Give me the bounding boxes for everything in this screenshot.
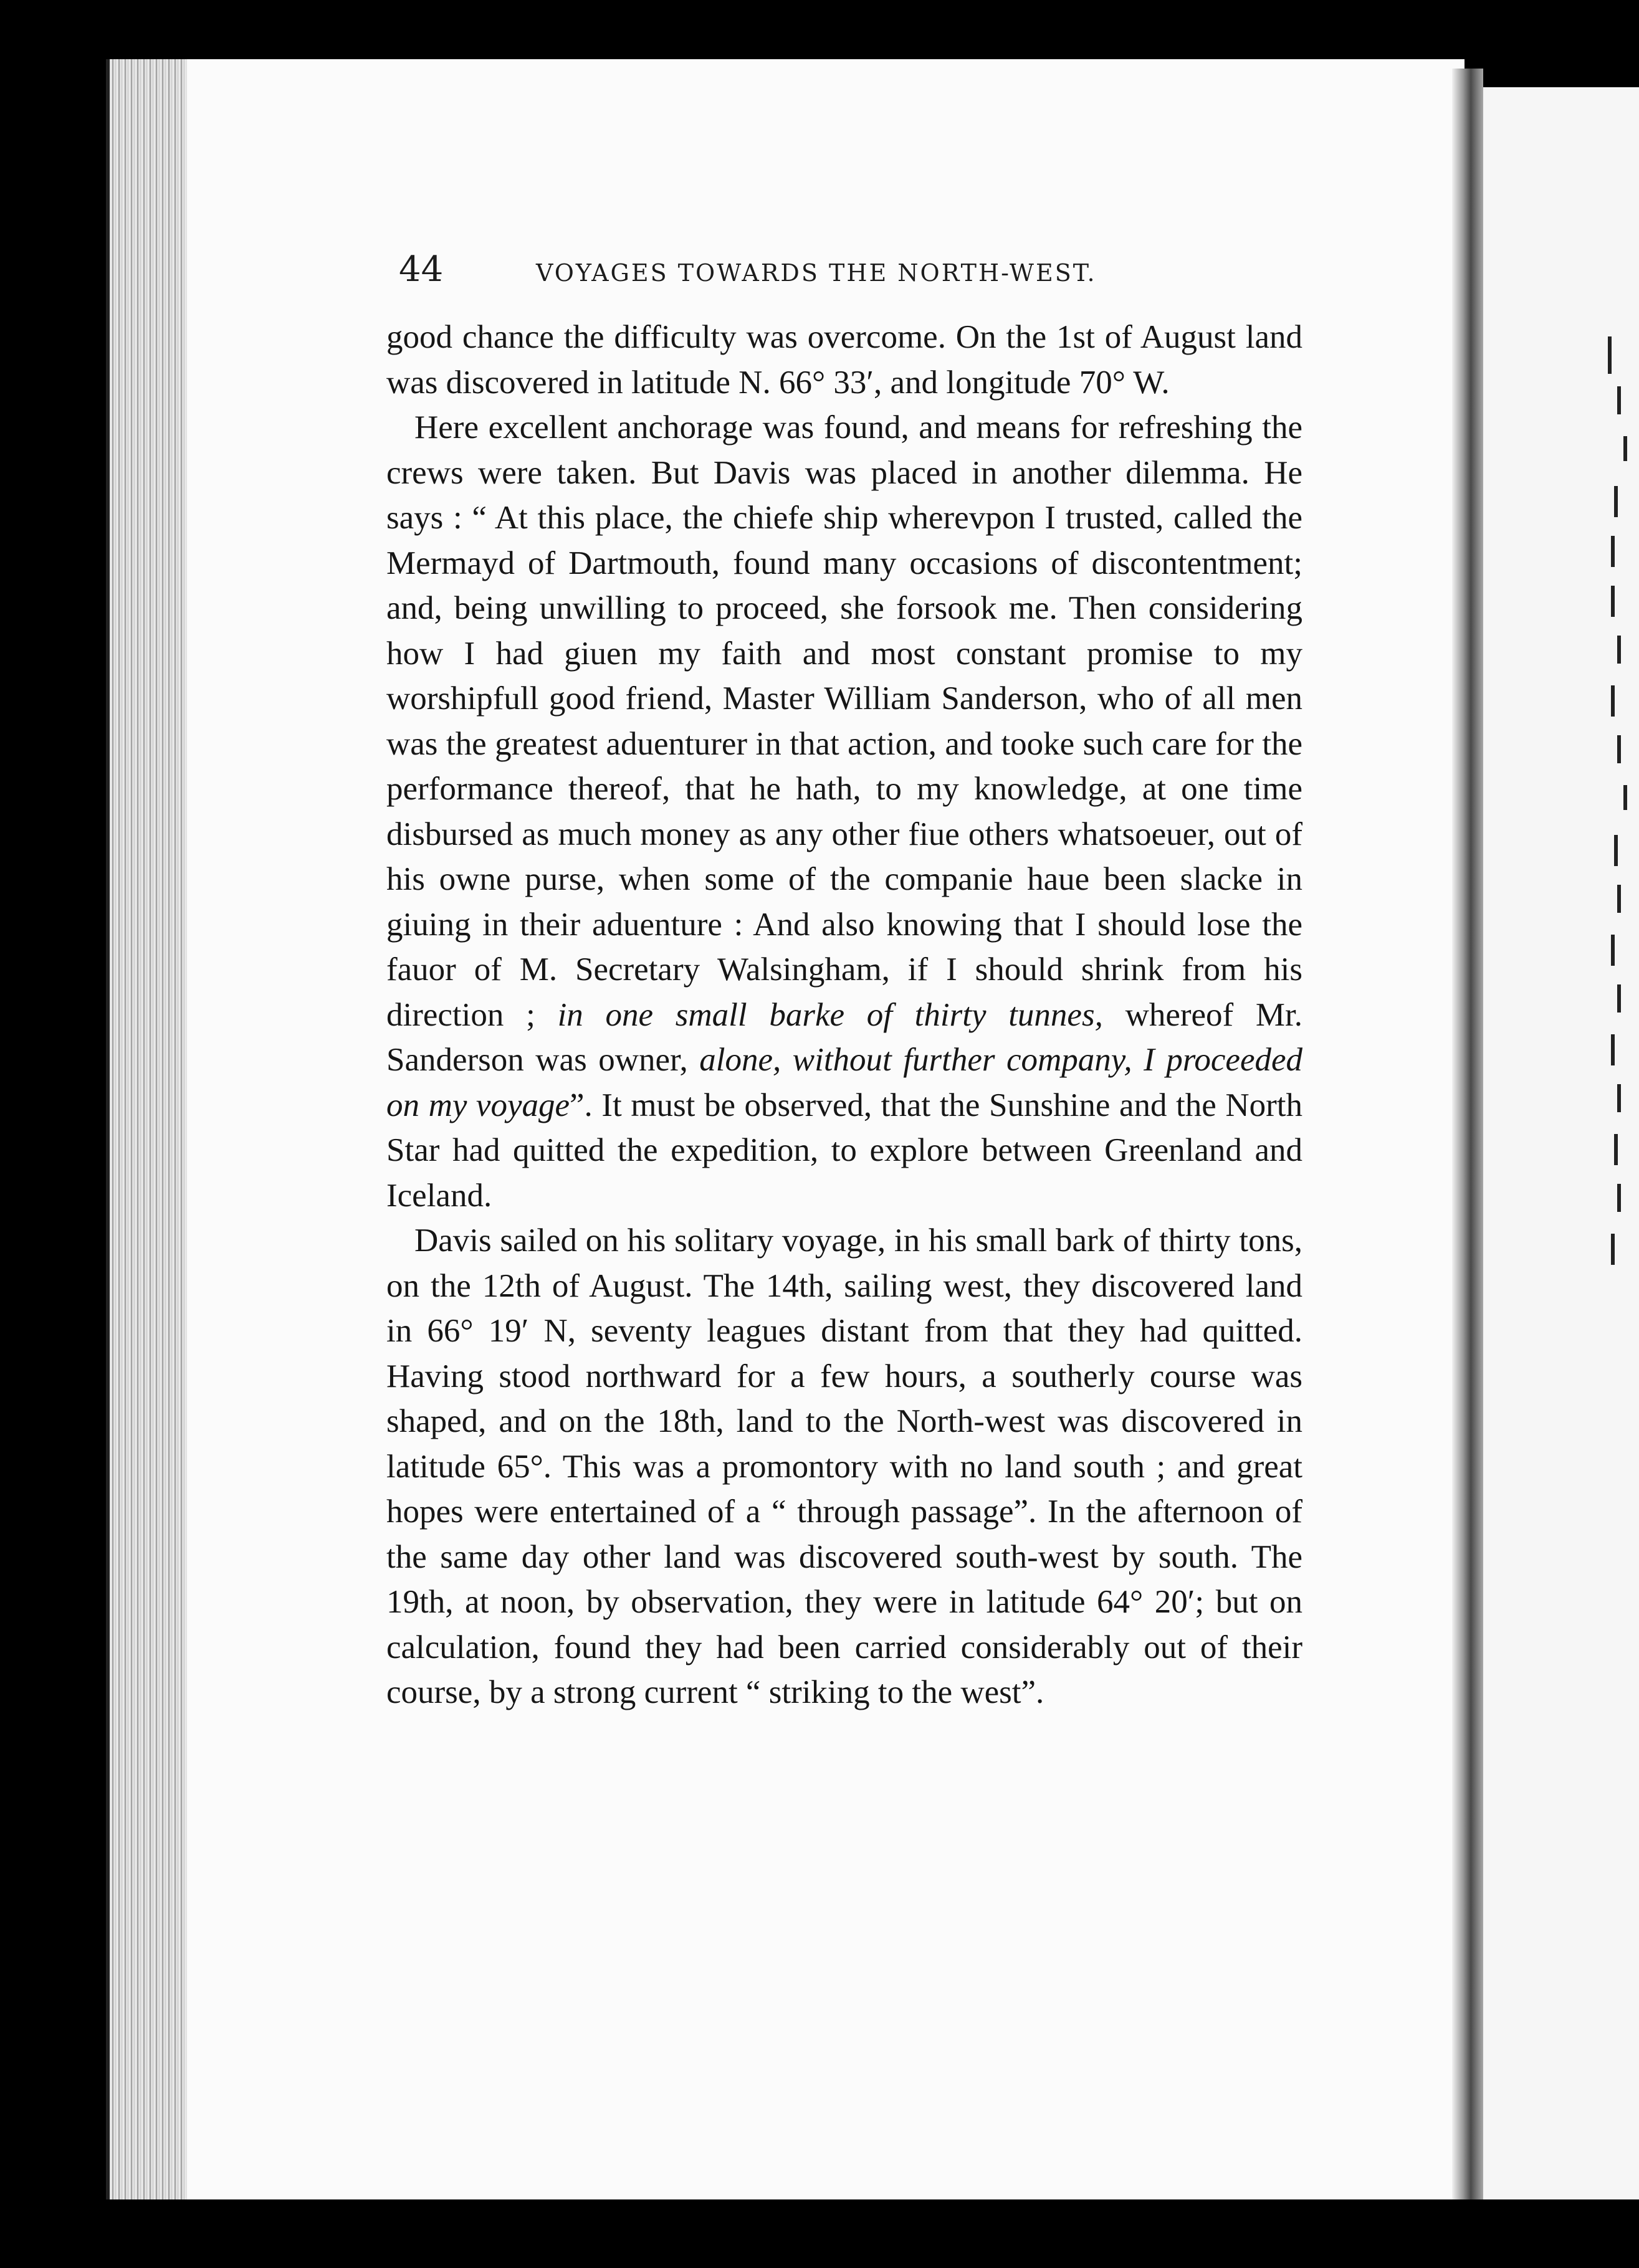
running-head	[399, 249, 1284, 290]
paragraph: good chance the difficulty was overcome. On the 1st of August land was discovered in latitude N. 66° 33′, and longitude 70° W.	[386, 319, 1302, 401]
text-run: Here excellent anchorage was found, and means for refreshing the crews were taken. But Davis was placed in another dilemma. He says : “ At this place, the chiefe ship wherevpon I trusted, called the Mermayd of Dartmouth, found many occasions of discontentment; and, being unwilling to proceed, she forsook me. Then considering how I had giuen my faith and most constant promise to my worshipfull good friend, Master William Sanderson, who of all men was the greatest aduenturer in that action, and tooke such care for the performance thereof, that he hath, to my knowledge, at one time disbursed as much money as any other fiue others whatsoeuer, out of his owne purse, when some of the companie haue been slacke in giuing in their aduenture : And also knowing that I should lose the fauor of M. Secretary Walsingham, if I should shrink from his direction ;	[386, 409, 1302, 1033]
running-title: VOYAGES TOWARDS THE NORTH-WEST.	[536, 259, 1097, 287]
facing-page-glyph	[1617, 386, 1621, 414]
facing-page-glyph	[1623, 436, 1627, 461]
facing-page-glyph	[1614, 1134, 1618, 1165]
paragraph	[386, 405, 1302, 1218]
facing-page-glyph	[1617, 1184, 1621, 1212]
facing-page-glyph	[1611, 1234, 1615, 1265]
facing-page-edge	[1483, 87, 1639, 2199]
facing-page-glyph	[1611, 536, 1615, 567]
facing-page-glyph	[1611, 1034, 1615, 1065]
facing-page-glyph	[1608, 336, 1612, 374]
binding-gutter	[1452, 69, 1483, 2199]
body-text	[386, 315, 1302, 1715]
facing-page-glyph	[1611, 586, 1615, 617]
facing-page-glyph	[1623, 785, 1627, 810]
page-stack-edges	[106, 59, 197, 2199]
text-run: ”. It must be observed, that the Sunshine and the North Star had quitted the expedition, to explore between Greenland and Iceland.	[386, 1087, 1302, 1214]
paragraph: Davis sailed on his solitary voyage, in his small bark of thirty tons, on the 12th of August. The 14th, sailing west, they discovered land in 66° 19′ N, seventy leagues distant from that they had quitted. Having stood northward for a few hours, a southerly course was shaped, and on the 18th, land to the North-west was discovered in latitude 65°. This was a promontory with no land south ; and great hopes were entertained of a “ through passage”. In the afternoon of the same day other land was discovered south-west by south. The 19th, at noon, by observation, they were in latitude 64° 20′; but on calculation, found they had been carried considerably out of their course, by a strong current “ striking to the west”.	[386, 1222, 1302, 1710]
facing-page-glyph	[1617, 735, 1621, 763]
facing-page-glyph	[1617, 885, 1621, 913]
page-number: 44	[399, 249, 444, 290]
facing-page-glyph	[1617, 636, 1621, 664]
facing-page-glyph	[1614, 486, 1618, 517]
italic-run: in one small barke of thirty tunnes,	[557, 996, 1103, 1033]
facing-page-glyph	[1611, 685, 1615, 717]
italic-run: alone, without further company, I proceeded on my voyage	[386, 1042, 1302, 1123]
facing-page-glyph	[1617, 984, 1621, 1012]
facing-page-glyph	[1614, 835, 1618, 866]
facing-page-glyph	[1611, 935, 1615, 966]
facing-page-glyph	[1617, 1084, 1621, 1112]
text-run: whereof Mr. Sanderson was owner,	[386, 996, 1303, 1078]
